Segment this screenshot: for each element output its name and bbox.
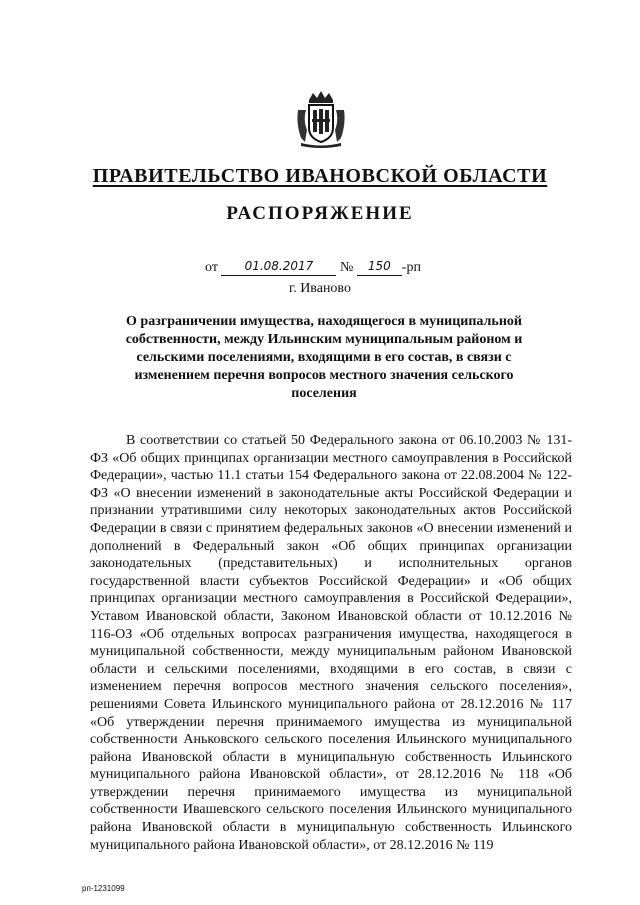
document-id: рп-1231099	[82, 884, 125, 893]
number-prefix: №	[339, 260, 354, 275]
coat-of-arms-icon	[295, 90, 347, 148]
number-suffix: -рп	[401, 260, 421, 275]
city: г. Иваново	[289, 281, 351, 296]
organization-name	[0, 165, 640, 188]
document-number: 150	[357, 259, 402, 276]
body-paragraph: В соответствии со статьей 50 Федерального закона от 06.10.2003 № 131-ФЗ «Об общих принципах организации местного самоуправления в Российской Федерации», частью 11.1 статьи 154 Федерального закона от 22.08.2004 № 122-ФЗ «О внесении изменений в законодательные акты Российской Федерации и признании утратившими силу некоторых законодательных актов Российской Федерации в связи с принятием федеральных законов «О внесении изменений и дополнений в Федеральный закон «Об общих принципах организации законодательных (представительных) и исполнительных органов государственной власти субъектов Российской Федерации» и «Об общих принципах организации местного самоуправления в Российской Федерации», Уставом Ивановской области, Законом Ивановской области от 10.12.2016 № 116-ОЗ «Об отдельных вопросах разграничения имущества, находящегося в муниципальной собственности, между муниципальным районом Ивановской области и сельскими поселениями, входящими в его состав, в связи с изменением перечня вопросов местного значения сельского поселения», решениями Совета Ильинского муниципального района от 28.12.2016 № 117 «Об утверждении перечня принимаемого имущества из муниципальной собственности Аньковского сельского поселения Ильинского муниципального района Ивановской области в муниципальную собственность Ильинского муниципального района Ивановской области», от 28.12.2016 № 118 «Об утверждении перечня принимаемого имущества из муниципальной собственности Ивашевского сельского поселения Ильинского муниципального района Ивановской области в муниципальную собственность Ильинского муниципального района Ивановской области», от 28.12.2016 № 119	[90, 433, 572, 853]
document-title: О разграничении имущества, находящегося в муниципальной собственности, между Ильинским муниципальным районом и сельскими поселениями, входящими в его состав, в связи с изменением перечня вопросов местного значения сельского поселения	[125, 314, 523, 401]
date-prefix: от	[205, 260, 218, 275]
date-number-line	[205, 259, 421, 276]
document-date: 01.08.2017	[221, 259, 336, 276]
organization-text: ПРАВИТЕЛЬСТВО ИВАНОВСКОЙ ОБЛАСТИ	[92, 165, 548, 187]
document-type: РАСПОРЯЖЕНИЕ	[226, 203, 414, 224]
